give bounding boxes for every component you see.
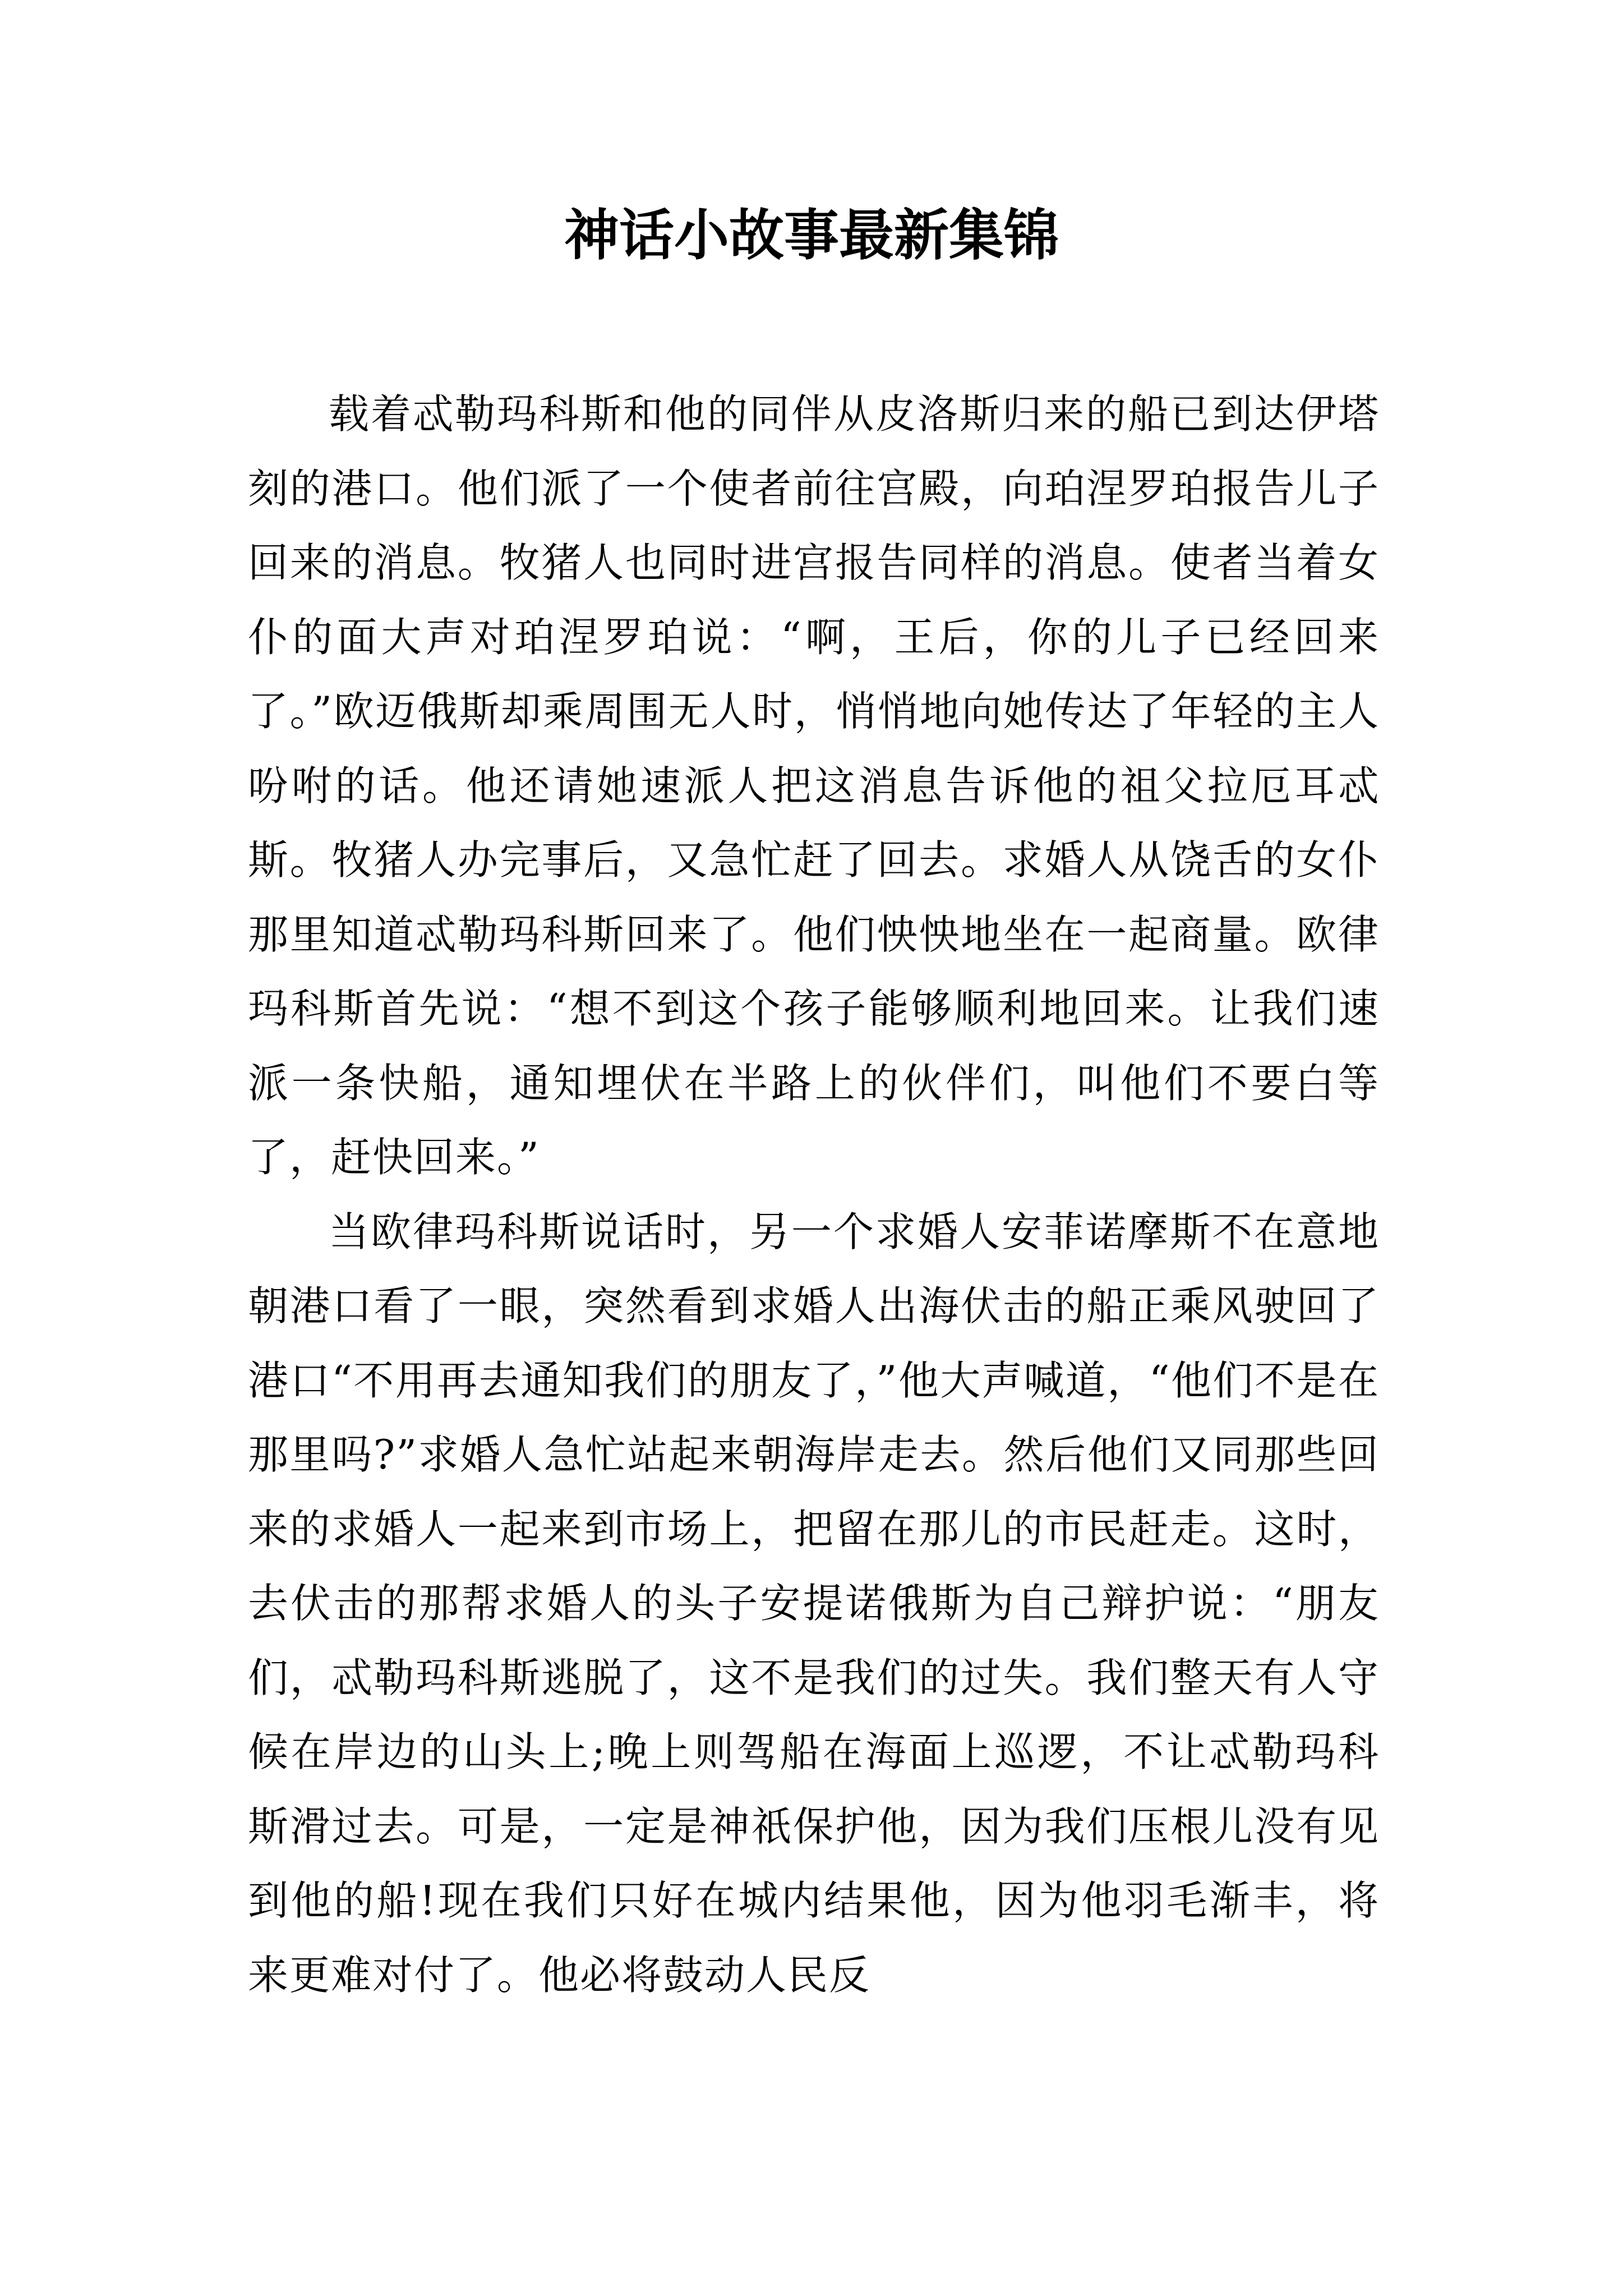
paragraph-1: 载着忒勒玛科斯和他的同伴从皮洛斯归来的船已到达伊塔刻的港口。他们派了一个使者前往宫殿，向珀涅罗珀报告儿子回来的消息。牧猪人也同时进宫报告同样的消息。使者当着女仆的面大声对珀涅罗珀说：“啊，王后，你的儿子已经回来了。”欧迈俄斯却乘周围无人时，悄悄地向她传达了年轻的主人吩咐的话。他还请她速派人把这消息告诉他的祖父拉厄耳忒斯。牧猪人办完事后，又急忙赶了回去。求婚人从饶舌的女仆那里知道忒勒玛科斯回来了。他们怏怏地坐在一起商量。欧律玛科斯首先说：“想不到这个孩子能够顺利地回来。让我们速派一条快船，通知埋伏在半路上的伙伴们，叫他们不要白等了，赶快回来。” — [248, 390, 1380, 1181]
document-title: 神话小故事最新集锦 — [564, 204, 1059, 268]
document-body — [248, 377, 1380, 2012]
paragraph-2: 当欧律玛科斯说话时，另一个求婚人安菲诺摩斯不在意地朝港口看了一眼，突然看到求婚人出海伏击的船正乘风驶回了港口“不用再去通知我们的朋友了，”他大声喊道，“他们不是在那里吗?”求婚人急忙站起来朝海岸走去。然后他们又同那些回来的求婚人一起来到市场上，把留在那儿的市民赶走。这时，去伏击的那帮求婚人的头子安提诺俄斯为自己辩护说：“朋友们，忒勒玛科斯逃脱了，这不是我们的过失。我们整天有人守候在岸边的山头上;晚上则驾船在海面上巡逻，不让忒勒玛科斯滑过去。可是，一定是神祇保护他，因为我们压根儿没有见到他的船!现在我们只好在城内结果他，因为他羽毛渐丰，将来更难对付了。他必将鼓动人民反 — [248, 1208, 1380, 1999]
